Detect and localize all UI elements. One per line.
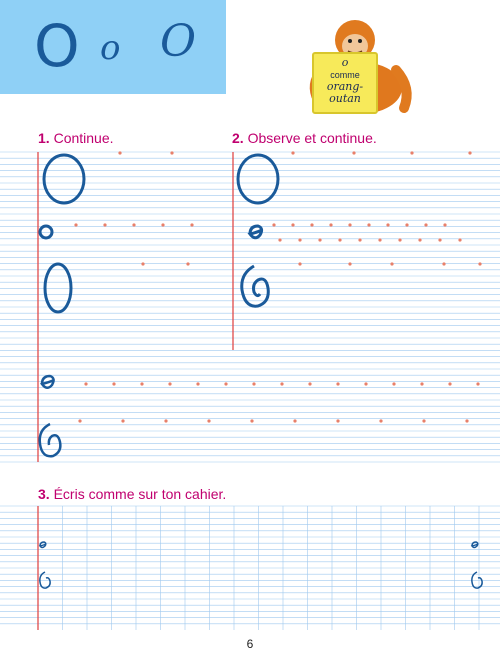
start-dot [308, 382, 311, 385]
exercise-number: 2. [232, 130, 244, 146]
start-dot [310, 223, 313, 226]
start-dot [438, 238, 441, 241]
starting-dots [74, 151, 481, 422]
start-dot [74, 223, 77, 226]
start-dot [410, 151, 413, 154]
sign-line: comme [330, 70, 360, 80]
model-letters-exercise-2 [238, 155, 278, 306]
start-dot [250, 419, 253, 422]
start-dot [196, 382, 199, 385]
start-dot [358, 238, 361, 241]
start-dot [420, 382, 423, 385]
start-dot [168, 382, 171, 385]
letter-o-capital-print [44, 155, 84, 203]
start-dot [164, 419, 167, 422]
start-dot [390, 262, 393, 265]
start-dot [338, 238, 341, 241]
letter-o-capital-script-spiral [40, 424, 61, 456]
start-dot [378, 238, 381, 241]
start-dot [224, 382, 227, 385]
start-dot [352, 151, 355, 154]
start-dot [78, 419, 81, 422]
start-dot [161, 223, 164, 226]
letter-o-capital-script-spiral [242, 266, 269, 306]
start-dot [468, 151, 471, 154]
exercise-text: Continue. [53, 130, 114, 146]
start-dot [367, 223, 370, 226]
start-dot [392, 382, 395, 385]
start-dot [121, 419, 124, 422]
start-dot [405, 223, 408, 226]
start-dot [141, 262, 144, 265]
model-letter-print: O [34, 12, 80, 80]
start-dot [422, 419, 425, 422]
start-dot [476, 382, 479, 385]
ruled-lines-exercise-3 [0, 506, 500, 624]
letter-o-small-script [472, 542, 478, 548]
exercise-number: 3. [38, 486, 50, 502]
start-dot [298, 238, 301, 241]
start-dot [112, 382, 115, 385]
start-dot [280, 382, 283, 385]
sign-line: outan [329, 92, 361, 105]
page-number: 6 [246, 637, 254, 651]
letter-o-small-script [250, 226, 262, 238]
start-dot [207, 419, 210, 422]
start-dot [132, 223, 135, 226]
model-letters-exercise-1-lower [40, 376, 61, 456]
start-dot [298, 262, 301, 265]
start-dot [318, 238, 321, 241]
start-dot [386, 223, 389, 226]
sign-line: orang- [326, 80, 364, 93]
start-dot [170, 151, 173, 154]
letter-o-capital-script [45, 264, 71, 312]
start-dot [190, 223, 193, 226]
start-dot [348, 262, 351, 265]
start-dot [291, 223, 294, 226]
start-dot [186, 262, 189, 265]
letter-o-capital-print [238, 155, 278, 203]
start-dot [398, 238, 401, 241]
start-dot [103, 223, 106, 226]
start-dot [336, 382, 339, 385]
start-dot [84, 382, 87, 385]
start-dot [293, 419, 296, 422]
start-dot [272, 223, 275, 226]
start-dot [448, 382, 451, 385]
start-dot [118, 151, 121, 154]
start-dot [252, 382, 255, 385]
letter-o-small-print [40, 226, 52, 238]
start-dot [348, 223, 351, 226]
start-dot [465, 419, 468, 422]
start-dot [379, 419, 382, 422]
start-dot [329, 223, 332, 226]
start-dot [458, 238, 461, 241]
start-dot [140, 382, 143, 385]
start-dot [478, 262, 481, 265]
exercise-text: Observe et continue. [247, 130, 377, 146]
start-dot [418, 238, 421, 241]
sign-line: o [341, 56, 349, 69]
start-dot [364, 382, 367, 385]
start-dot [443, 223, 446, 226]
exercise-text: Écris comme sur ton cahier. [53, 486, 227, 502]
model-letters-exercise-3 [40, 542, 482, 588]
letter-o-small-script [40, 542, 46, 548]
letter-o-small-script [42, 376, 54, 388]
start-dot [424, 223, 427, 226]
start-dot [278, 238, 281, 241]
model-letter-script-small: o [100, 28, 121, 68]
start-dot [291, 151, 294, 154]
exercise-number: 1. [38, 130, 50, 146]
start-dot [442, 262, 445, 265]
start-dot [336, 419, 339, 422]
model-letter-script-capital: O [160, 16, 197, 67]
